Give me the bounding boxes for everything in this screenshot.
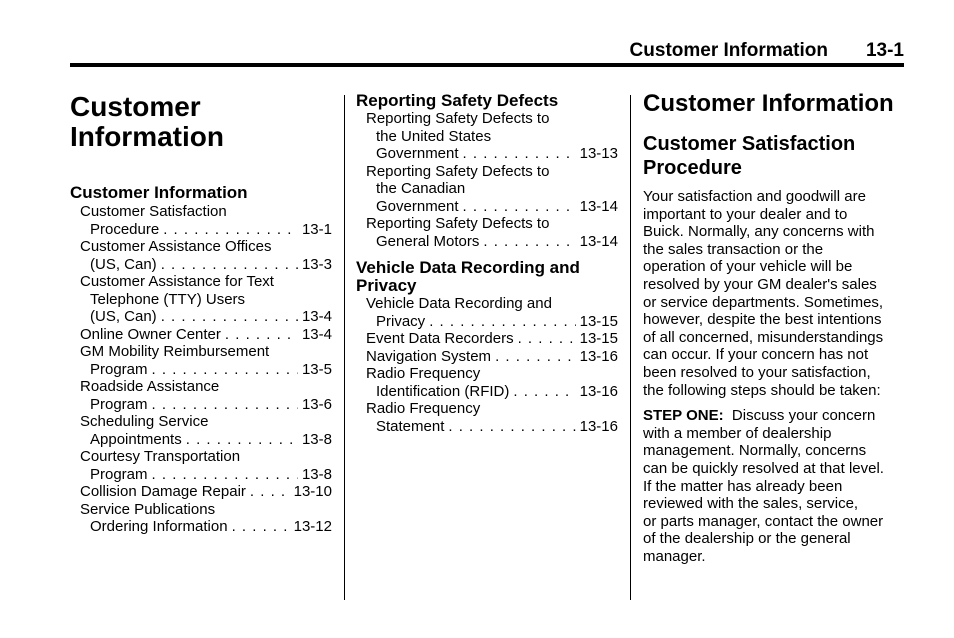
middle-column: [356, 92, 618, 435]
right-column: [643, 90, 907, 565]
paragraph-line: important to your dealer and to: [643, 205, 848, 223]
toc-page-number: 13-15: [579, 312, 618, 330]
toc-page-number: 13-6: [301, 395, 332, 413]
step-text: Discuss your concern: [731, 407, 876, 425]
paragraph-line: the following steps should be taken:: [643, 381, 881, 399]
paragraph-line: Buick. Normally, any concerns with: [643, 223, 875, 241]
toc-entry-line: Scheduling Service: [80, 413, 209, 430]
step-paragraph: [643, 407, 907, 565]
subsection-heading-line: Customer Satisfaction: [643, 133, 856, 155]
subsection-heading-line: Procedure: [643, 157, 742, 179]
toc-entry: [356, 215, 618, 250]
dot-leader: [152, 361, 298, 379]
toc-entry: [356, 330, 618, 348]
body-paragraph: [643, 188, 907, 399]
paragraph-line: management. Normally, concerns: [643, 442, 867, 460]
toc-entry: [70, 378, 332, 413]
dot-leader: [513, 383, 575, 401]
toc-entry-line: [70, 221, 332, 239]
toc-entry-line: [70, 326, 332, 344]
toc-entry-line: Radio Frequency: [366, 400, 481, 417]
toc-entry: [70, 273, 332, 326]
toc-entry-line: [70, 483, 332, 501]
toc-entry-line: Service Publications: [80, 500, 216, 518]
toc-entry-line: [70, 396, 332, 414]
toc-entry-line: [70, 256, 332, 274]
toc-entry-text: Online Owner Center: [80, 325, 221, 343]
toc-page-number: 13-16: [579, 347, 618, 365]
toc-entry-line: the United States: [376, 127, 492, 145]
toc-page-number: 13-14: [579, 197, 618, 215]
chapter-title-line: Customer: [70, 91, 201, 122]
toc-entry: [356, 163, 618, 216]
dot-leader: [161, 256, 298, 274]
toc-entry: [356, 295, 618, 330]
paragraph-line: the sales transaction or the: [643, 240, 824, 258]
toc-heading-line: Vehicle Data Recording and: [356, 258, 580, 277]
toc-page-number: 13-8: [301, 465, 332, 483]
toc-entry: [356, 110, 618, 163]
dot-leader: [495, 348, 576, 366]
toc-entry: [70, 413, 332, 448]
toc-entry-text: Program: [90, 360, 148, 378]
toc-entry-text: Statement: [376, 417, 445, 435]
toc-page-number: 13-16: [579, 382, 618, 400]
toc-entry-line: [70, 466, 332, 484]
toc-entry-line: [70, 431, 332, 449]
dot-leader: [186, 431, 298, 449]
toc-entry-text: Procedure: [90, 220, 160, 238]
paragraph-line: with a member of dealership: [643, 424, 832, 442]
toc-entry-line: Reporting Safety Defects to: [366, 215, 550, 232]
dot-leader: [163, 221, 298, 239]
toc-list: [356, 295, 618, 435]
dot-leader: [152, 466, 298, 484]
paragraph-line: of all concerned, misunderstandings: [643, 328, 884, 346]
dot-leader: [152, 396, 298, 414]
toc-entry: [356, 348, 618, 366]
toc-entry-line: GM Mobility Reimbursement: [80, 343, 270, 360]
toc-entry-line: Reporting Safety Defects to: [366, 110, 550, 127]
header-rule: [70, 63, 904, 67]
toc-page-number: 13-12: [293, 518, 332, 535]
toc-page-number: 13-13: [579, 145, 618, 162]
step-first-line: [643, 407, 907, 425]
dot-leader: [463, 198, 576, 216]
toc-entry: [356, 400, 618, 435]
toc-entry-line: [356, 418, 618, 436]
paragraph-line: manager.: [643, 547, 706, 565]
paragraph-line: can be quickly resolved at that level.: [643, 459, 884, 477]
toc-entry: [70, 326, 332, 344]
toc-entry: [70, 343, 332, 378]
toc-entry: [70, 501, 332, 536]
section-heading: Customer Information: [643, 90, 894, 117]
paragraph-line: resolved by your GM dealer's sales: [643, 275, 877, 293]
toc-entry-text: Navigation System: [366, 347, 492, 365]
dot-leader: [518, 330, 576, 348]
toc-entry: [70, 238, 332, 273]
toc-entry-line: [356, 313, 618, 331]
toc-page-number: 13-3: [301, 255, 332, 273]
dot-leader: [232, 518, 290, 536]
toc-page-number: 13-5: [301, 360, 332, 378]
toc-entry: [356, 365, 618, 400]
toc-entry-line: the Canadian: [376, 180, 466, 197]
toc-entry-line: [70, 308, 332, 326]
paragraph-line: If the matter has already been: [643, 477, 843, 495]
toc-entry-text: Privacy: [376, 312, 426, 330]
toc-page-number: 13-14: [579, 232, 618, 250]
toc-page-number: 13-16: [579, 417, 618, 435]
column-divider: [344, 95, 345, 600]
paragraph-line: or parts manager, contact the owner: [643, 512, 884, 530]
header-page-number: 13-1: [865, 40, 904, 61]
toc-entry-text: Government: [376, 145, 459, 162]
toc-entry-text: General Motors: [376, 232, 480, 250]
toc-page-number: 13-1: [301, 220, 332, 238]
toc-page-number: 13-10: [293, 483, 332, 500]
toc-entry-line: Radio Frequency: [366, 365, 481, 382]
chapter-title: [70, 92, 332, 152]
toc-page-number: 13-4: [301, 308, 332, 325]
toc-entry: [70, 483, 332, 501]
toc-entry: [70, 448, 332, 483]
toc-page-number: 13-8: [301, 430, 332, 448]
toc-list: [356, 110, 618, 250]
left-column: [70, 92, 332, 536]
toc-entry-text: Government: [376, 197, 459, 215]
toc-entry-text: Identification (RFID): [376, 382, 510, 400]
toc-list: [70, 203, 332, 536]
dot-leader: [483, 233, 575, 251]
step-label: STEP ONE:: [643, 407, 724, 425]
toc-heading-line: Privacy: [356, 276, 417, 295]
toc-entry-text: Event Data Recorders: [366, 330, 514, 347]
toc-page-number: 13-15: [579, 330, 618, 347]
paragraph-line: or service departments. Sometimes,: [643, 293, 884, 311]
toc-entry-line: Customer Satisfaction: [80, 203, 227, 220]
toc-entry-text: Program: [90, 395, 148, 413]
toc-entry-line: [356, 233, 618, 251]
paragraph-line: Your satisfaction and goodwill are: [643, 188, 866, 205]
toc-entry-line: [356, 145, 618, 163]
toc-entry-line: Vehicle Data Recording and: [366, 295, 552, 312]
toc-heading: Reporting Safety Defects: [356, 91, 559, 110]
paragraph-line: can occur. If your concern has not: [643, 346, 869, 364]
paragraph-line: operation of your vehicle will be: [643, 258, 853, 276]
toc-entry-line: Reporting Safety Defects to: [366, 162, 550, 180]
toc-entry-line: [356, 330, 618, 348]
toc-entry-line: Courtesy Transportation: [80, 448, 241, 465]
paragraph-line: of the dealership or the general: [643, 530, 851, 548]
dot-leader: [448, 418, 575, 436]
paragraph-line: been resolved to your satisfaction,: [643, 363, 871, 381]
toc-entry-text: Appointments: [90, 430, 182, 448]
toc-entry-line: Customer Assistance Offices: [80, 238, 272, 255]
toc-entry: [70, 203, 332, 238]
chapter-title-line: Information: [70, 121, 224, 152]
dot-leader: [250, 483, 290, 501]
toc-entry-text: Program: [90, 465, 148, 483]
paragraph-line: reviewed with the sales, service,: [643, 495, 859, 513]
toc-heading: [356, 259, 618, 295]
toc-entry-text: Ordering Information: [90, 518, 228, 535]
toc-entry-line: Roadside Assistance: [80, 378, 220, 395]
toc-entry-line: Customer Assistance for Text: [80, 273, 274, 290]
toc-entry-line: Telephone (TTY) Users: [90, 290, 246, 308]
toc-entry-line: [356, 383, 618, 401]
column-divider: [630, 95, 631, 600]
dot-leader: [429, 313, 575, 331]
toc-entry-text: (US, Can): [90, 255, 157, 273]
toc-page-number: 13-4: [301, 325, 332, 343]
dot-leader: [463, 145, 576, 163]
step-body: [643, 425, 907, 566]
toc-entry-line: [70, 361, 332, 379]
subsection-heading: [643, 132, 907, 180]
toc-heading: Customer Information: [70, 183, 248, 202]
header-section-title: Customer Information: [629, 40, 828, 61]
toc-entry-text: Collision Damage Repair: [80, 483, 246, 500]
toc-entry-line: [356, 348, 618, 366]
dot-leader: [225, 326, 298, 344]
toc-entry-text: (US, Can): [90, 308, 157, 325]
toc-entry-line: [356, 198, 618, 216]
paragraph-line: however, despite the best intentions: [643, 311, 882, 329]
dot-leader: [161, 308, 298, 326]
toc-entry-line: [70, 518, 332, 536]
running-header: [70, 40, 904, 62]
